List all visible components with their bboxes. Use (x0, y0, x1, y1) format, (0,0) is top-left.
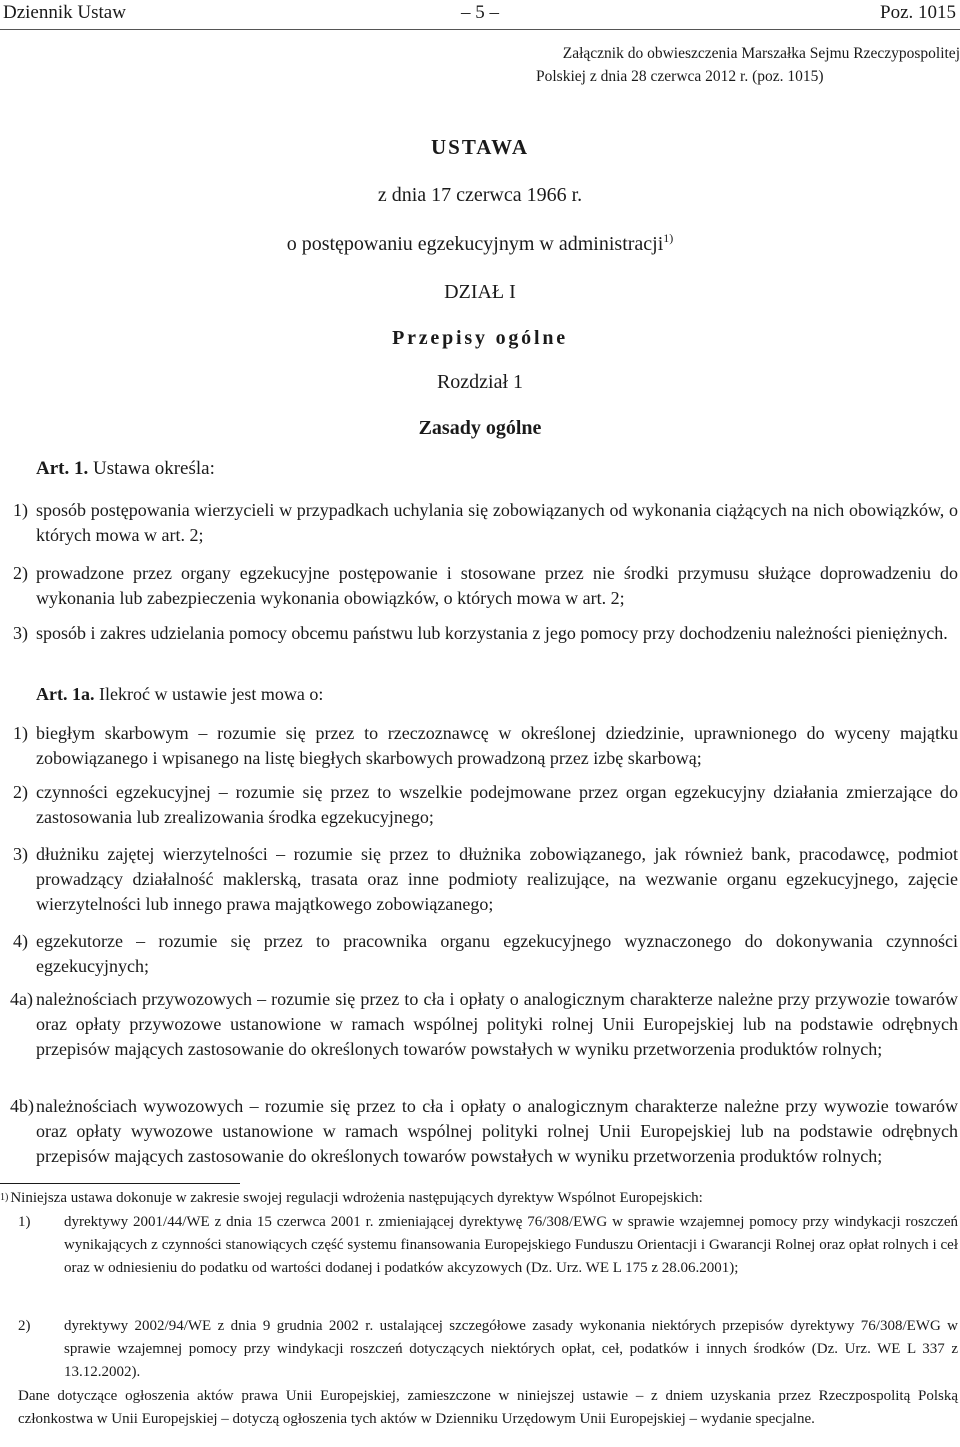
header-divider (0, 29, 960, 30)
footnote-intro-text: Niniejsza ustawa dokonuje w zakresie swojej regulacji wdrożenia następujących dyrektyw Wspólnot Europejskich: (10, 1190, 703, 1206)
act-title (0, 233, 960, 256)
page-number: – 5 – (461, 2, 499, 23)
list-item-text: egzekutorze – rozumie się przez to pracownika organu egzekucyjnego wyznaczonego do dokonywania czynności egzekucyjnych; (36, 931, 958, 976)
chapter-label: Rozdział 1 (436, 371, 524, 393)
list-item (0, 780, 958, 830)
footnote-item (0, 1315, 958, 1384)
footnote-intro (0, 1187, 960, 1210)
list-item-text: sposób i zakres udzielania pomocy obcemu państwu lub korzystania z jego pomocy przy dochodzeniu należności pieniężnych. (36, 623, 948, 643)
list-item (0, 498, 958, 548)
list-item (0, 987, 958, 1062)
list-item-label: 1) (13, 723, 28, 743)
list-item-label: 2) (13, 563, 28, 583)
list-item-text: biegłym skarbowym – rozumie się przez to rzeczoznawcę w określonej dziedzinie, uprawnionego do wyceny majątku zobowiązanego i wpisanego na listę biegłych skarbowych prowadzoną przez izbę skarbową; (36, 723, 958, 768)
list-item-text: prowadzone przez organy egzekucyjne postępowanie i stosowane przez nie środki przymusu służące doprowadzeniu do wykonania lub zabezpieczenia wykonania obowiązków, o których mowa w art. 2; (36, 563, 958, 608)
list-item-label: 3) (13, 844, 28, 864)
list-item (0, 929, 958, 979)
footnote-item-label: 2) (18, 1318, 31, 1334)
act-title-footnote-ref: 1) (663, 231, 674, 245)
list-item-text: należnościach przywozowych – rozumie się przez to cła i opłaty o analogicznym charakterze należne przy przywozie towarów oraz opłaty przywozowe ustanowione w ramach wspólnej polityki rolnej Unii Europejskiej lub na podstawie odrębnych przepisów mających zastosowanie do określonych towarów powstałych w wyniku przetworzenia produktów rolnych; (36, 989, 958, 1059)
division-label: DZIAŁ I (444, 281, 516, 303)
article-1a-number: Art. 1a. (36, 684, 95, 704)
chapter-title: Zasady ogólne (418, 417, 542, 439)
footnote-item (0, 1211, 958, 1280)
list-item-label: 4b) (10, 1096, 34, 1116)
list-item (0, 1094, 958, 1169)
act-type: USTAWA (431, 135, 529, 159)
list-item-label: 2) (13, 782, 28, 802)
list-item (0, 621, 958, 646)
article-1-heading (36, 458, 215, 480)
footnote-note: Dane dotyczące ogłoszenia aktów prawa Unii Europejskiej, zamieszczone w niniejszej ustawie – z dniem uzyskania przez Rzeczpospolitą Polską członkostwa w Unii Europejskiej – dotyczą ogłoszenia tych aktów w Dzienniku Urzędowym Unii Europejskiej – wydanie specjalne. (18, 1388, 958, 1427)
footnote-item-text: dyrektywy 2001/44/WE z dnia 15 czerwca 2001 r. zmieniającej dyrektywę 76/308/EWG w sprawie wzajemnej pomocy przy windykacji roszczeń wynikających z czynności stanowiących część systemu finansowania Europejskiego Funduszu Orientacji i Gwarancji Rolnej oraz opłat rolnych i ceł oraz w odniesieniu do podatku od wartości dodanej i podatków akcyzowych (Dz. Urz. WE L 175 z 28.06.2001); (64, 1214, 958, 1276)
act-date: z dnia 17 czerwca 1966 r. (377, 184, 583, 206)
division-title: Przepisy ogólne (392, 327, 568, 349)
annex-note (536, 42, 960, 88)
list-item-label: 4a) (10, 989, 33, 1009)
list-item-text: dłużniku zajętej wierzytelności – rozumie się przez to dłużnika zobowiązanego, jak również bank, pracodawcę, podmiot prowadzący działalność maklerską, trasata oraz inne podmioty realizujące, na wezwanie organu egzekucyjnego, zajęcie wierzytelności lub innego prawa majątkowego zobowiązanego; (36, 844, 958, 914)
footnote-item-text: dyrektywy 2002/94/WE z dnia 9 grudnia 2002 r. ustalającej szczegółowe zasady wykonania niektórych przepisów dyrektywy 76/308/EWG w sprawie wzajemnej pomocy przy windykacji roszczeń dotyczących niektórych opłat, ceł, podatków i innych środków (Dz. Urz. WE L 337 z 13.12.2002). (64, 1318, 958, 1380)
footnote-item-label: 1) (18, 1214, 31, 1230)
list-item-text: czynności egzekucyjnej – rozumie się przez to wszelkie podejmowane przez organ egzekucyjny działania zmierzające do zastosowania lub zrealizowania środka egzekucyjnego; (36, 782, 958, 827)
list-item-text: sposób postępowania wierzycieli w przypadkach uchylania się zobowiązanych od wykonania ciążących na nich obowiązków, o których mowa w art. 2; (36, 500, 958, 545)
list-item-label: 3) (13, 623, 28, 643)
article-1-number: Art. 1. (36, 458, 89, 479)
footnote-divider (0, 1183, 240, 1184)
list-item (0, 561, 958, 611)
annex-line-2: Polskiej z dnia 28 czerwca 2012 r. (poz. 1015) (536, 68, 824, 85)
list-item (0, 721, 958, 771)
article-1a-heading (36, 684, 323, 705)
footnote-marker: 1) (0, 1192, 9, 1203)
annex-line-1: Załącznik do obwieszczenia Marszałka Sejmu Rzeczypospolitej (562, 45, 960, 62)
list-item-label: 4) (13, 931, 28, 951)
act-title-text: o postępowaniu egzekucyjnym w administracji (286, 233, 664, 255)
list-item (0, 842, 958, 917)
journal-name: Dziennik Ustaw (3, 2, 126, 23)
list-item-label: 1) (13, 500, 28, 520)
article-1a-intro: Ilekroć w ustawie jest mowa o: (98, 684, 324, 704)
position-number: Poz. 1015 (880, 2, 956, 23)
list-item-text: należnościach wywozowych – rozumie się przez to cła i opłaty o analogicznym charakterze należne przy wywozie towarów oraz opłaty wywozowe ustanowione w ramach wspólnej polityki rolnej Unii Europejskiej lub na podstawie odrębnych przepisów mających zastosowanie do określonych towarów powstałych w wyniku przetworzenia produktów rolnych; (36, 1096, 958, 1166)
article-1-intro: Ustawa określa: (92, 458, 215, 479)
